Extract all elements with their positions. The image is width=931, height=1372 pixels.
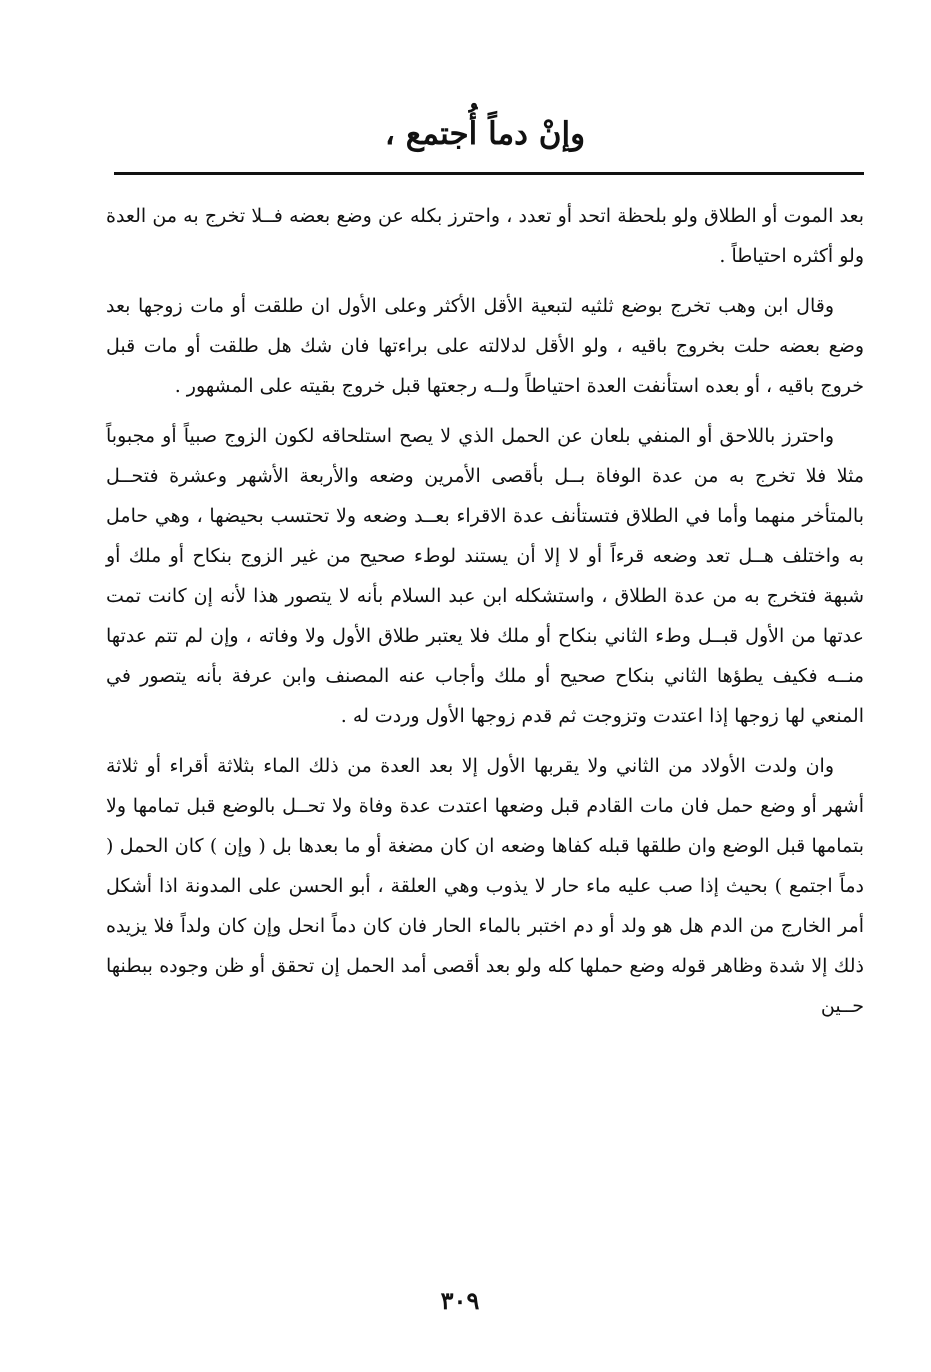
- paragraph: واحترز باللاحق أو المنفي بلعان عن الحمل الذي لا يصح استلحاقه لكون الزوج صبياً أو مجبوباً مثلا فلا تخرج به من عدة الوفاة بــل بأقصى الأمرين وضعه والأربعة الأشهر وعشرة فتحــل بالمتأخر منهما وأما في الطلاق فتستأنف عدة الاقراء بعــد وضعه ولا تحتسب بحيضها ، وهي حامل به واختلف هــل تعد وضعه قرءاً أو لا إلا أن يستند لوطء صحيح من غير الزوج بنكاح أو ملك أو شبهة فتخرج به من عدة الطلاق ، واستشكله ابن عبد السلام بأنه لا يتصور هذا لأنه إن كانت تمت عدتها من الأول قبــل وطء الثاني بنكاح أو ملك فلا يعتبر طلاق الأول ولا وفاته ، وإن لم تتم عدتها منــه فكيف يطؤها الثاني بنكاح صحيح أو ملك وأجاب عنه المصنف وابن عرفة بأنه يتصور في المنعي لها زوجها إذا اعتدت وتزوجت ثم قدم زوجها الأول وردت له .: [106, 425, 865, 727]
- heading-rule: [114, 172, 864, 175]
- paragraph: وان ولدت الأولاد من الثاني ولا يقربها الأول إلا بعد العدة من ذلك الماء بثلاثة أقراء أو ثلاثة أشهر أو وضع حمل فان مات القادم قبل وضعها اعتدت عدة وفاة ولا تحــل بالوضع قبل تمامها ولا بتمامها قبل الوضع وان طلقها قبله كفاها وضعه ان كان مضغة أو ما بعدها بل ( وإن ) كان الحمل ( دماً اجتمع ) بحيث إذا صب عليه ماء حار لا يذوب وهي العلقة ، أبو الحسن على المدونة اذا أشكل أمر الخارج من الدم هل هو ولد أو دم اختبر بالماء الحار فان كان دماً انحل وإن كان ولداً فلا يزيده ذلك إلا شدة وظاهر قوله وضع حملها كله ولو بعد أقصى أمد الحمل إن تحقق أو ظن وجوده ببطنها حــين: [106, 755, 864, 1017]
- paragraph: بعد الموت أو الطلاق ولو بلحظة اتحد أو تعدد ، واحترز بكله عن وضع بعضه فــلا تخرج به من العدة ولو أكثره احتياطاً .: [106, 205, 864, 267]
- paragraph: وقال ابن وهب تخرج بوضع ثلثيه لتبعية الأقل الأكثر وعلى الأول ان طلقت أو مات زوجها بعد وضع بعضه حلت بخروج باقيه ، ولو الأقل لدلالته على براءتها فان شك هل طلقت أو مات قبل خروج باقيه ، أو بعده استأنفت العدة احتياطاً ولــه رجعتها قبل خروج بقيته على المشهور .: [106, 295, 864, 397]
- page-number: ٣٠٩: [440, 1286, 480, 1315]
- page-heading: وإنْ دماً أُجتمع ،: [384, 116, 586, 152]
- body-text: [106, 196, 864, 1036]
